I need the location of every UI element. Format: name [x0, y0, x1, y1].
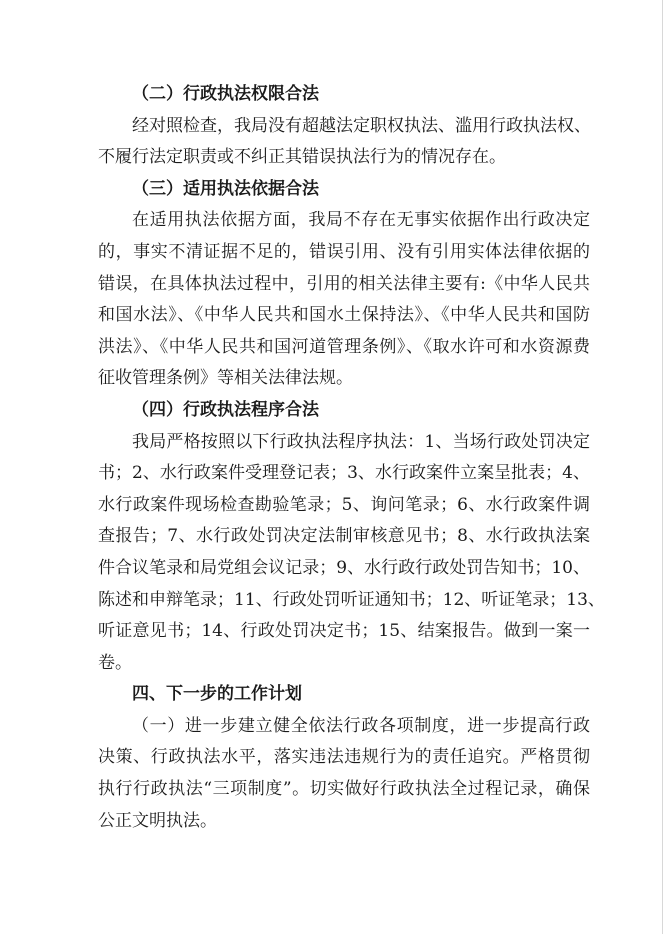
section-heading-2: （二）行政执法权限合法	[132, 84, 319, 104]
paragraph-line: 听证意见书；14、行政处罚决定书；15、结案报告。做到一案一	[98, 621, 590, 642]
paragraph-line: （一）进一步建立健全依法行政各项制度，进一步提高行政	[132, 715, 590, 736]
paragraph-line: 的，事实不清证据不足的，错误引用、没有引用实体法律依据的	[98, 241, 590, 262]
paragraph-line: 我局严格按照以下行政执法程序执法：1、当场行政处罚决定	[132, 431, 590, 452]
paragraph-line: 卷。	[98, 652, 132, 673]
paragraph-line: 查报告；7、水行政处罚决定法制审核意见书；8、水行政执法案	[98, 526, 590, 547]
paragraph-line: 水行政案件现场检查勘验笔录；5、询问笔录；6、水行政案件调	[98, 494, 590, 515]
paragraph-line: 书；2、水行政案件受理登记表；3、水行政案件立案呈批表；4、	[98, 463, 590, 484]
chapter-heading: 四、下一步的工作计划	[132, 684, 302, 705]
section-heading-3: （三）适用执法依据合法	[132, 178, 319, 199]
paragraph-line: 在适用执法依据方面，我局不存在无事实依据作出行政决定	[132, 210, 590, 231]
section-heading-4: （四）行政执法程序合法	[132, 399, 319, 420]
paragraph-line: 和国水法》、《中华人民共和国水土保持法》、《中华人民共和国防	[98, 305, 590, 326]
document-body	[98, 79, 605, 837]
paragraph-line: 决策、行政执法水平，落实违法违规行为的责任追究。严格贯彻	[98, 747, 590, 768]
paragraph-line: 错误，在具体执法过程中，引用的相关法律主要有:《中华人民共	[98, 273, 590, 294]
paragraph-line: 件合议笔录和局党组会议记录；9、水行政行政处罚告知书；10、	[98, 557, 590, 578]
paragraph-line: 执行行政执法“三项制度”。切实做好行政执法全过程记录，确保	[98, 779, 590, 800]
paragraph-line: 经对照检查，我局没有超越法定职权执法、滥用行政执法权、	[132, 115, 591, 136]
paragraph-line: 征收管理条例》等相关法律法规。	[98, 368, 353, 389]
paragraph-line: 不履行法定职责或不纠正其错误执法行为的情况存在。	[98, 147, 506, 168]
paragraph-line: 洪法》、《中华人民共和国河道管理条例》、《取水许可和水资源费	[98, 336, 590, 357]
paragraph-line: 陈述和申辩笔录；11、行政处罚听证通知书；12、听证笔录；13、	[98, 589, 605, 610]
paragraph-line: 公正文明执法。	[98, 810, 217, 831]
